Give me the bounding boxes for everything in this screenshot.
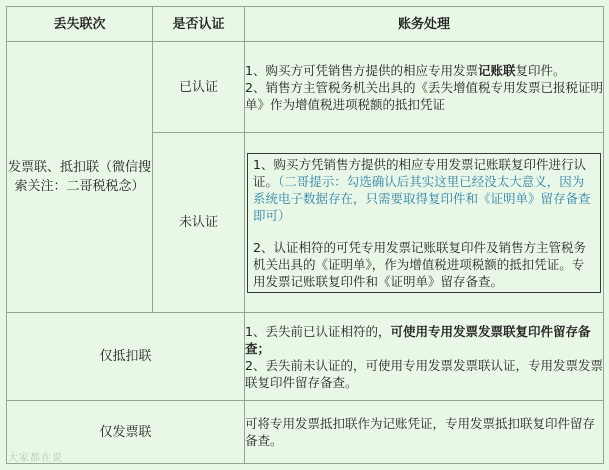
treatment-cell: 可将专用发票抵扣联作为记账凭证，专用发票抵扣联复印件留存备查。: [245, 401, 604, 464]
author-tip: （二哥提示：勾选确认后其实这里已经没太大意义，因为系统电子数据存在，只需要取得复印件和《证明单》留存备查即可）: [253, 173, 591, 223]
lost-invoice-table: [6, 6, 604, 464]
treatment-cell: [245, 313, 604, 401]
treatment-box: [247, 153, 601, 293]
treatment-text: 1、丢失前已认证相符的，: [245, 323, 391, 339]
table-row: [7, 401, 604, 464]
treatment-emphasis: 可使用专用发票发票联复印件留存备查；: [245, 323, 591, 356]
lost-copy-cell: 发票联、抵扣联（微信搜索关注：二哥税税念）: [7, 42, 153, 313]
treatment-line: [253, 156, 595, 224]
treatment-emphasis: 记账联: [477, 62, 516, 78]
header-lost-copy: 丢失联次: [7, 7, 153, 42]
certified-status-cell: 已认证: [153, 42, 245, 133]
treatment-text: 复印件。: [515, 62, 566, 78]
table-row: [7, 313, 604, 401]
header-certified: 是否认证: [153, 7, 245, 42]
table-header-row: [7, 7, 604, 42]
treatment-cell: [245, 133, 604, 313]
treatment-line: 2、丢失前未认证的，可使用专用发票发票联认证，专用发票发票联复印件留存备查。: [245, 357, 603, 390]
treatment-text: 1、购买方凭销售方提供的相应专用发票记账联复印件进行认证。: [253, 156, 586, 189]
watermark: 大家都在说: [8, 453, 63, 464]
treatment-line: [245, 323, 603, 357]
treatment-cell: [245, 42, 604, 133]
table-row: [7, 42, 604, 133]
certified-status-cell: 未认证: [153, 133, 245, 313]
lost-copy-cell: 仅抵扣联: [7, 313, 245, 401]
spacer: [253, 224, 595, 239]
treatment-line: 2、认证相符的可凭专用发票记账联复印件及销售方主管税务机关出具的《证明单》，作为增值税进项税额的抵扣凭证。专用发票记账联复印件和《证明单》留存备查。: [253, 239, 586, 289]
treatment-line: 2、销售方主管税务机关出具的《丢失增值税专用发票已报税证明单》作为增值税进项税额的抵扣凭证: [245, 79, 603, 112]
treatment-line: [245, 62, 603, 79]
treatment-text: 1、购买方可凭销售方提供的相应专用发票: [245, 62, 478, 78]
lost-copy-cell: 仅发票联: [7, 401, 245, 464]
header-accounting-treatment: 账务处理: [245, 7, 604, 42]
